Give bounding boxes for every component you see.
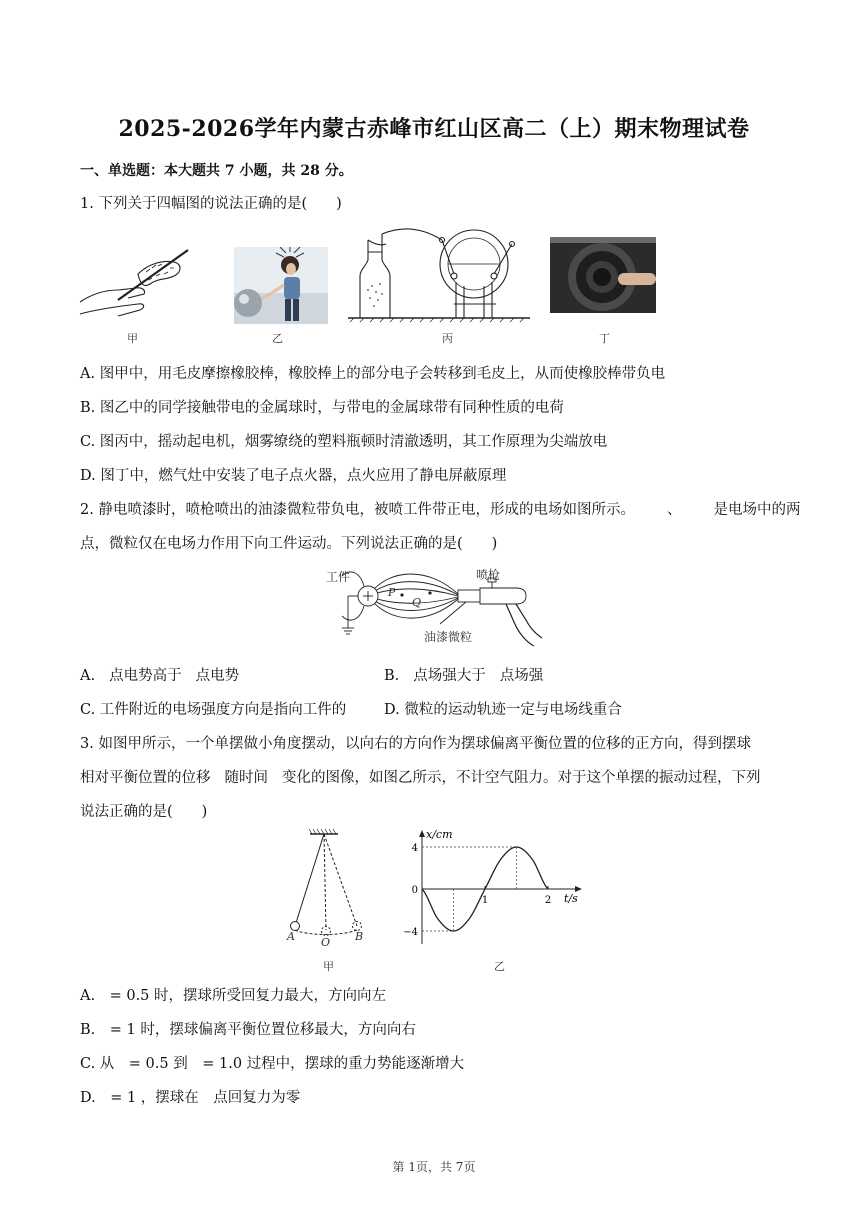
q3-option-c: C. 从 = 0.5 到 = 1.0 过程中，摆球的重力势能逐渐增大 xyxy=(80,1056,465,1072)
q3-option-a: A. = 0.5 时，摆球所受回复力最大，方向向左 xyxy=(80,988,387,1004)
q2-stem-line2: 点，微粒仅在电场力作用下向工件运动。下列说法正确的是( ) xyxy=(80,536,498,552)
label-q: Q xyxy=(412,596,422,609)
q3-option-b: B. = 1 时，摆球偏离平衡位置位移最大，方向向右 xyxy=(80,1022,416,1038)
figure-bing xyxy=(346,226,532,324)
xt-chart xyxy=(396,826,586,950)
label-pendulum-a: A xyxy=(287,930,295,943)
q3-stem-line1: 3. 如图甲所示，一个单摆做小角度摆动，以向右的方向作为摆球偏离平衡位置的位移的正方向，得到摆球 xyxy=(80,736,751,752)
q3-stem-line2-b: 随时间 xyxy=(224,770,268,786)
y-tick-label: 4 xyxy=(411,843,418,854)
y-tick-label: −4 xyxy=(403,927,418,938)
q3-stem-line2-c: 变化的图像，如图乙所示，不计空气阻力。对于这个单摆的振动过程，下列 xyxy=(282,770,761,786)
q3-stem-line3: 说法正确的是( ) xyxy=(80,804,208,820)
q3-stem-line2-a: 相对平衡位置的位移 xyxy=(80,770,211,786)
y-tick-label: 0 xyxy=(411,885,418,896)
caption-yi: 乙 xyxy=(272,332,283,345)
q2-option-a xyxy=(80,664,239,685)
q3-option-d: D. = 1 ，摆球在 点回复力为零 xyxy=(80,1090,301,1106)
figure-ding xyxy=(550,237,656,313)
q2-option-b-mid: 点场强大于 xyxy=(413,668,486,684)
x-tick-label: 2 xyxy=(544,895,552,906)
q1-option-a: A. 图甲中，用毛皮摩擦橡胶棒，橡胶棒上的部分电子会转移到毛皮上，从而使橡胶棒带负电 xyxy=(80,366,666,382)
label-p: P xyxy=(388,586,396,599)
q2-option-c: C. 工件附近的电场强度方向是指向工件的 xyxy=(80,702,347,718)
caption-xt-chart: 乙 xyxy=(494,960,505,973)
q1-option-b: B. 图乙中的同学接触带电的金属球时，与带电的金属球带有同种性质的电荷 xyxy=(80,400,564,416)
q1-option-d: D. 图丁中，燃气灶中安装了电子点火器，点火应用了静电屏蔽原理 xyxy=(80,468,507,484)
label-workpiece: 工件 xyxy=(326,570,351,584)
label-gun: 喷枪 xyxy=(476,568,501,582)
q1-stem: 1. 下列关于四幅图的说法正确的是( ) xyxy=(80,196,342,212)
caption-bing: 丙 xyxy=(442,332,453,345)
q2-option-b-prefix: B. xyxy=(384,668,400,684)
x-axis-label: t/s xyxy=(564,892,578,905)
q2-stem-line1 xyxy=(80,498,800,519)
q3-stem-line2 xyxy=(80,766,761,787)
q2-option-a-end: 点电势 xyxy=(195,668,240,684)
caption-ding: 丁 xyxy=(599,332,610,345)
y-axis-arrow xyxy=(419,830,425,837)
page-title: 2025-2026学年内蒙古赤峰市红山区高二（上）期末物理试卷 xyxy=(118,116,750,142)
x-tick-label: 1 xyxy=(481,895,489,906)
page-footer: 第 1页，共 7页 xyxy=(392,1160,476,1174)
section-heading: 一、单选题：本大题共 7 小题，共 28 分。 xyxy=(80,163,353,179)
caption-pendulum: 甲 xyxy=(323,960,334,973)
q1-option-c: C. 图丙中，摇动起电机，烟雾缭绕的塑料瓶顿时清澈透明，其工作原理为尖端放电 xyxy=(80,434,608,450)
q2-stem-main: 2. 静电喷漆时，喷枪喷出的油漆微粒带负电，被喷工件带正电，形成的电场如图所示。 xyxy=(80,502,635,518)
q2-option-a-prefix: A. xyxy=(80,668,96,684)
figure-jia xyxy=(78,244,198,322)
q2-stem-tail: 是电场中的两 xyxy=(713,502,801,518)
label-pendulum-o: O xyxy=(321,936,331,949)
figure-yi xyxy=(234,247,328,324)
q2-option-b xyxy=(384,664,543,685)
label-pendulum-b: B xyxy=(355,930,364,943)
q2-option-d: D. 微粒的运动轨迹一定与电场线重合 xyxy=(384,702,622,718)
q2-option-a-mid: 点电势高于 xyxy=(109,668,182,684)
label-particles: 油漆微粒 xyxy=(424,630,473,644)
caption-jia: 甲 xyxy=(127,332,138,345)
q2-stem-sep: 、 xyxy=(666,502,682,518)
q2-option-b-end: 点场强 xyxy=(499,668,544,684)
y-axis-label: x/cm xyxy=(426,828,453,841)
